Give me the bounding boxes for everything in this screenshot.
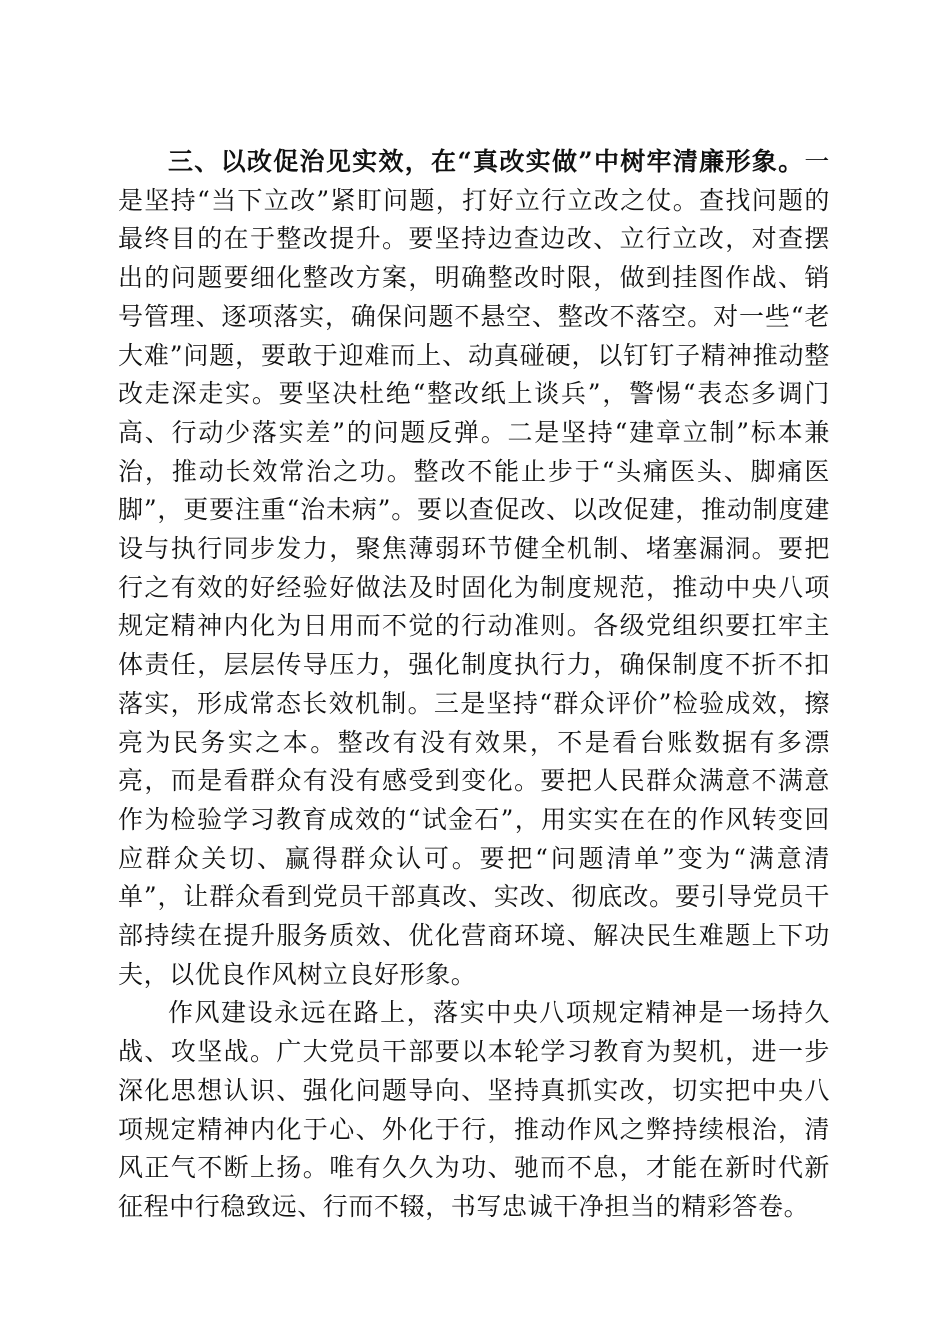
- closing-paragraph: 作风建设永远在路上，落实中央八项规定精神是一场持久战、攻坚战。广大党员干部要以本轮学习教育为契机，进一步深化思想认识、强化问题导向、坚持真抓实改，切实把中央八项规定精神内化于心、外化于行，推动作风之弊持续根治，清风正气不断上扬。唯有久久为功、驰而不息，才能在新时代新征程中行稳致远、行而不辍，书写忠诚干净担当的精彩答卷。: [118, 998, 830, 1221]
- section-heading: 三、以改促治见实效，在“真改实做”中树牢清廉形象。: [168, 147, 805, 176]
- section-paragraph: [118, 143, 830, 994]
- document-body: [118, 143, 830, 1227]
- section-body: 一是坚持“当下立改”紧盯问题，打好立行立改之仗。查找问题的最终目的在于整改提升。要坚持边查边改、立行立改，对查摆出的问题要细化整改方案，明确整改时限，做到挂图作战、销号管理、逐项落实，确保问题不悬空、整改不落空。对一些“老大难”问题，要敢于迎难而上、动真碰硬，以钉钉子精神推动整改走深走实。要坚决杜绝“整改纸上谈兵”，警惕“表态多调门高、行动少落实差”的问题反弹。二是坚持“建章立制”标本兼治，推动长效常治之功。整改不能止步于“头痛医头、脚痛医脚”，更要注重“治未病”。要以查促改、以改促建，推动制度建设与执行同步发力，聚焦薄弱环节健全机制、堵塞漏洞。要把行之有效的好经验好做法及时固化为制度规范，推动中央八项规定精神内化为日用而不觉的行动准则。各级党组织要扛牢主体责任，层层传导压力，强化制度执行力，确保制度不折不扣落实，形成常态长效机制。三是坚持“群众评价”检验成效，擦亮为民务实之本。整改有没有效果，不是看台账数据有多漂亮，而是看群众有没有感受到变化。要把人民群众满意不满意作为检验学习教育成效的“试金石”，用实实在在的作风转变回应群众关切、赢得群众认可。要把“问题清单”变为“满意清单”，让群众看到党员干部真改、实改、彻底改。要引导党员干部持续在提升服务质效、优化营商环境、解决民生难题上下功夫，以优良作风树立良好形象。: [118, 147, 830, 989]
